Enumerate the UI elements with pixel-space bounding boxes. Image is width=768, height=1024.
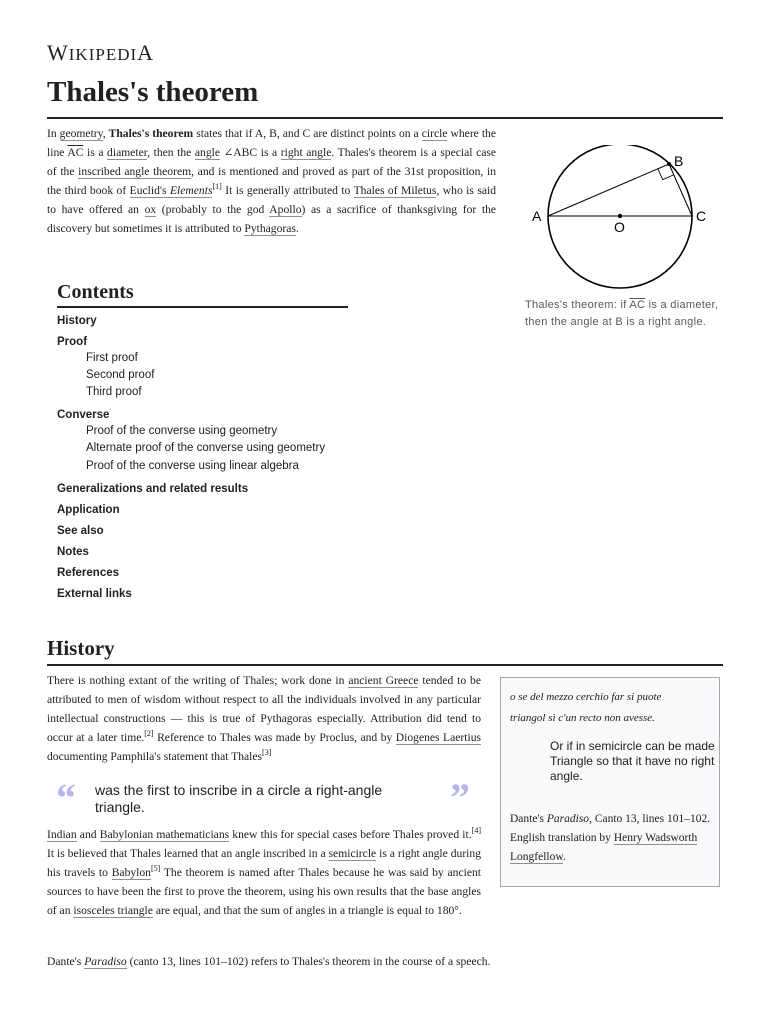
close-quote-icon: ” bbox=[450, 775, 470, 820]
toc-item-first-proof[interactable]: First proof bbox=[86, 352, 138, 364]
link-geometry[interactable]: geometry bbox=[59, 127, 103, 140]
link-pythagoras[interactable]: Pythagoras bbox=[244, 222, 296, 235]
link-babylon[interactable]: Babylon bbox=[111, 866, 151, 879]
point-b bbox=[667, 162, 671, 166]
intro-paragraph: In geometry, Thales's theorem states that if A, B, and C are distinct points on a circle where the line $\overline{AC}$ is a diameter, then the angle ∠ABC is a right angle. Thales's theorem is a special case of the inscribed angle theorem, and is mentioned and proved as part of the 31st proposition, in the third book of Euclid's Elements[1] It is generally attributed to Thales of Miletus, who is said to have offered an ox (probably to the god Apollo) as a sacrifice of thanksgiving for the discovery but sometimes it is attributed to Pythagoras. bbox=[47, 127, 497, 235]
link-indian[interactable]: Indian bbox=[47, 828, 77, 841]
link-isosceles-triangle[interactable]: isosceles triangle bbox=[73, 904, 153, 917]
toc-item-external-links[interactable]: External links bbox=[57, 588, 132, 600]
logo-letter: W bbox=[47, 40, 69, 65]
open-quote-icon: “ bbox=[56, 775, 76, 820]
english-translation: Or if in semicircle can be made Triangle so that it have no right angle. bbox=[550, 739, 715, 783]
link-babylonian-mathematicians[interactable]: Babylonian mathematicians bbox=[99, 828, 230, 841]
toc-item-converse-alternate[interactable]: Alternate proof of the converse using geometry bbox=[86, 442, 326, 454]
italian-line-1: o se del mezzo cerchio far si puote bbox=[510, 691, 662, 703]
link-euclids-elements[interactable]: Euclid's Elements bbox=[129, 184, 213, 197]
citation-5[interactable]: [5] bbox=[150, 864, 161, 874]
thales-theorem-diagram[interactable] bbox=[524, 145, 724, 295]
link-angle[interactable]: angle bbox=[194, 146, 221, 159]
link-apollo[interactable]: Apollo bbox=[269, 203, 302, 216]
toc-item-second-proof[interactable]: Second proof bbox=[86, 369, 155, 381]
citation-3[interactable]: [3] bbox=[262, 748, 272, 758]
article-subject: Thales's theorem bbox=[108, 127, 194, 140]
logo-letter: A bbox=[137, 40, 155, 65]
toc-item-history[interactable]: History bbox=[57, 315, 97, 327]
toc-heading: Contents bbox=[57, 281, 348, 308]
segment-ac: $\overline{AC}$ bbox=[67, 146, 84, 159]
right-angle-marker bbox=[658, 169, 674, 180]
logo-letters: IKIPEDI bbox=[68, 45, 138, 64]
italian-line-2: triangol sì c'un recto non avesse. bbox=[510, 712, 655, 724]
quote-source: Dante's Paradiso, Canto 13, lines 101–102. English translation by Henry Wadsworth Longfellow. bbox=[510, 813, 711, 863]
page-title: Thales's theorem bbox=[47, 76, 259, 108]
figure-caption: Thales's theorem: if $\overline{AC}$ is a diameter, then the angle at B is a right angle. bbox=[525, 299, 719, 328]
toc-item-notes[interactable]: Notes bbox=[57, 546, 89, 558]
quote-text: was the first to inscribe in a circle a right-angle triangle. bbox=[95, 782, 383, 815]
label-b: B bbox=[674, 153, 684, 169]
toc-item-see-also[interactable]: See also bbox=[57, 525, 104, 537]
link-henry-wadsworth-longfellow[interactable]: Henry Wadsworth Longfellow bbox=[510, 832, 698, 863]
link-circle[interactable]: circle bbox=[421, 127, 448, 140]
toc-item-converse-linear-algebra[interactable]: Proof of the converse using linear algebra bbox=[86, 460, 299, 472]
segment-ab bbox=[548, 164, 669, 216]
table-of-contents bbox=[57, 281, 357, 600]
link-diameter[interactable]: diameter bbox=[107, 146, 148, 159]
link-ox[interactable]: ox bbox=[144, 203, 157, 216]
link-diogenes-laertius[interactable]: Diogenes Laertius bbox=[395, 731, 482, 744]
toc-item-references[interactable]: References bbox=[57, 567, 120, 579]
center-point bbox=[618, 214, 622, 218]
link-inscribed-angle-theorem[interactable]: inscribed angle theorem bbox=[78, 165, 192, 178]
toc-item-converse-geometry[interactable]: Proof of the converse using geometry bbox=[86, 425, 278, 437]
link-thales-of-miletus[interactable]: Thales of Miletus bbox=[353, 184, 437, 197]
link-right-angle[interactable]: right angle bbox=[280, 146, 332, 159]
segment-bc bbox=[669, 164, 692, 216]
citation-4[interactable]: [4] bbox=[471, 826, 481, 836]
label-o: O bbox=[614, 219, 625, 235]
citation-2[interactable]: [2] bbox=[144, 729, 154, 739]
title-divider bbox=[47, 117, 723, 119]
toc-item-application[interactable]: Application bbox=[57, 504, 120, 516]
link-paradiso[interactable]: Paradiso bbox=[84, 955, 127, 968]
section-heading-history: History bbox=[47, 636, 115, 660]
toc-item-generalizations[interactable]: Generalizations and related results bbox=[57, 483, 249, 495]
citation-1[interactable]: [1] bbox=[212, 182, 222, 192]
dante-quote-box bbox=[500, 677, 720, 887]
history-paragraph-2: Indian and Babylonian mathematicians knew this for special cases before Thales proved it.[4] It is believed that Thales learned that an angle inscribed in a semicircle is a right angle during his travels to Babylon[5] The theorem is named after Thales because he was said by ancient sources to have been the first to prove the theorem, using his own results that the base angles of an isosceles triangle are equal, and that the sum of angles in a triangle is equal to 180°. bbox=[47, 826, 481, 917]
history-paragraph-3: Dante's Paradiso (canto 13, lines 101–102) refers to Thales's theorem in the course of a speech. bbox=[47, 955, 491, 968]
toc-item-converse[interactable]: Converse bbox=[57, 409, 110, 421]
history-paragraph-1: There is nothing extant of the writing of Thales; work done in ancient Greece tended to be attributed to men of wisdom without respect to all the individuals involved in any particular intellectual constructions — this is true of Pythagoras especially. Attribution did tend to occur at a later time.[2] Reference to Thales was made by Proclus, and by Diogenes Laertius documenting Pamphila's statement that Thales[3] bbox=[47, 674, 482, 763]
toc-item-third-proof[interactable]: Third proof bbox=[86, 386, 142, 398]
link-ancient-greece[interactable]: ancient Greece bbox=[348, 674, 419, 687]
section-divider bbox=[47, 664, 723, 666]
blockquote bbox=[56, 775, 476, 820]
label-c: C bbox=[696, 208, 707, 224]
toc-item-proof[interactable]: Proof bbox=[57, 336, 88, 348]
wikipedia-logo[interactable] bbox=[47, 40, 154, 66]
link-semicircle[interactable]: semicircle bbox=[328, 847, 377, 860]
label-a: A bbox=[532, 208, 542, 224]
